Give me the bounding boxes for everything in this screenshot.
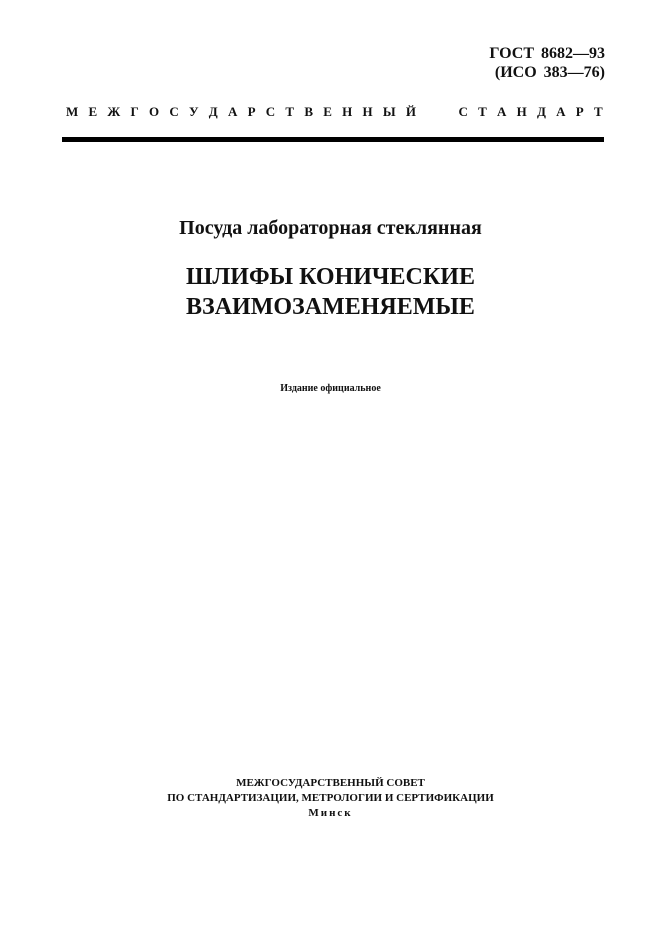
category-letter: А <box>227 104 238 119</box>
category-letter: А <box>556 104 566 119</box>
category-letter: Е <box>323 104 332 119</box>
header-rule <box>62 137 604 142</box>
category-letter: Н <box>362 104 373 119</box>
title-line-2: ВЗАИМОЗАМЕНЯЕМЫЕ <box>186 294 475 320</box>
document-subtitle: Посуда лабораторная стеклянная <box>179 217 482 239</box>
document-title <box>0 262 661 322</box>
publisher-line-2: ПО СТАНДАРТИЗАЦИИ, МЕТРОЛОГИИ И СЕРТИФИКАЦИИ <box>167 792 494 804</box>
category-letter: Т <box>478 104 487 119</box>
category-letter: Н <box>516 104 527 119</box>
gost-number: ГОСТ 8682—93 <box>489 45 605 62</box>
category-letter: Й <box>405 104 416 119</box>
category-letter: А <box>496 104 507 119</box>
iso-number: (ИСО 383—76) <box>494 64 605 81</box>
category-letter: Е <box>88 104 98 119</box>
category-letter: С <box>458 104 468 119</box>
category-letter: Н <box>342 104 353 119</box>
category-letter: Д <box>208 104 218 119</box>
publisher <box>0 776 661 821</box>
category-letter: О <box>149 104 160 119</box>
category-letter: Ы <box>382 104 396 119</box>
category-letter: Р <box>575 104 584 119</box>
publisher-city: Минск <box>308 807 353 819</box>
category-letter: Ж <box>107 104 121 119</box>
category-letter: С <box>169 104 179 119</box>
category-letter: Т <box>593 104 603 119</box>
edition-note: Издание официальное <box>280 383 381 394</box>
category-letter: Г <box>130 104 139 119</box>
title-line-1: ШЛИФЫ КОНИЧЕСКИЕ <box>186 264 475 290</box>
category-letter: Д <box>536 104 546 119</box>
standard-number <box>489 44 605 82</box>
category-letter: Т <box>285 104 295 119</box>
category-letter: С <box>265 104 276 119</box>
category-letter: М <box>66 104 79 119</box>
category-letter: В <box>304 104 313 119</box>
category-word-gap <box>426 104 448 120</box>
category-letter: У <box>189 104 199 119</box>
category-line <box>66 104 603 120</box>
publisher-line-1: МЕЖГОСУДАРСТВЕННЫЙ СОВЕТ <box>236 777 425 789</box>
category-letter: Р <box>247 104 256 119</box>
